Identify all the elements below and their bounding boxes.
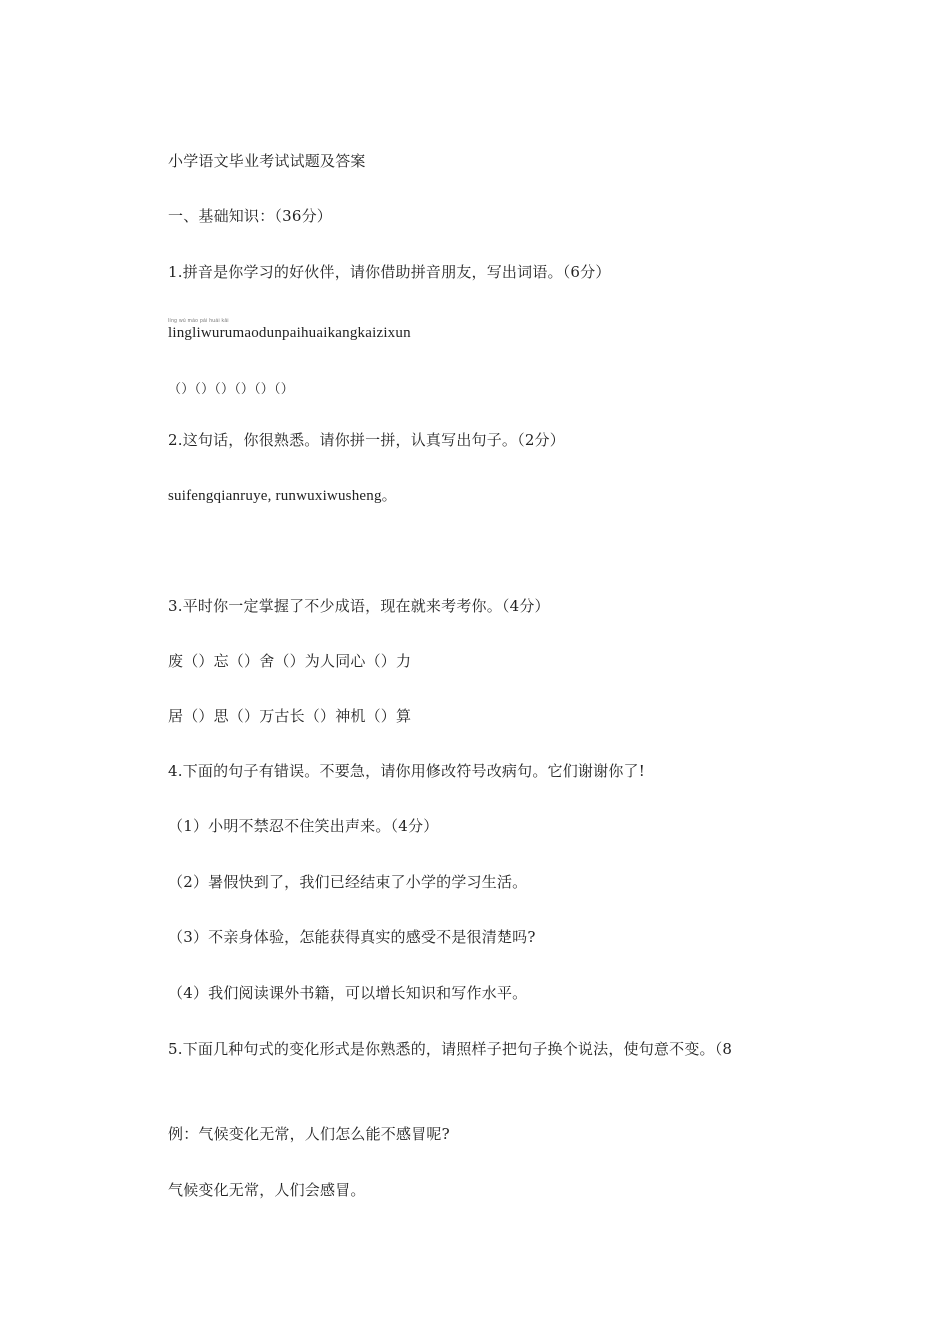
- question-4-item: （1）小明不禁忍不住笑出声来。（4分）: [168, 817, 439, 835]
- question-4-prompt: 4.下面的句子有错误。不要急，请你用修改符号改病句。它们谢谢你了!: [168, 762, 645, 780]
- question-4-item: （2）暑假快到了，我们已经结束了小学的学习生活。: [168, 873, 528, 891]
- question-3-prompt: 3.平时你一定掌握了不少成语，现在就来考考你。（4分）: [168, 597, 550, 615]
- question-1-pinyin: lingliwurumaodunpaihuaikangkaizixun: [168, 325, 411, 341]
- question-5-prompt: 5.下面几种句式的变化形式是你熟悉的，请照样子把句子换个说法，使句意不变。（8: [168, 1040, 733, 1058]
- question-4-item: （3）不亲身体验，怎能获得真实的感受不是很清楚吗?: [168, 928, 536, 946]
- question-5-example: 例：气候变化无常，人们怎么能不感冒呢?: [168, 1125, 450, 1143]
- question-1-tone-marks: líng wú máo pái huái kāi: [168, 318, 229, 324]
- question-5-example-answer: 气候变化无常，人们会感冒。: [168, 1181, 366, 1199]
- section-heading-basics: 一、基础知识：（36分）: [168, 207, 332, 225]
- question-2-prompt: 2.这句话，你很熟悉。请你拼一拼，认真写出句子。（2分）: [168, 431, 565, 449]
- document-title: 小学语文毕业考试试题及答案: [168, 152, 366, 170]
- question-1-prompt: 1.拼音是你学习的好伙伴，请你借助拼音朋友，写出词语。（6分）: [168, 263, 611, 281]
- question-4-item: （4）我们阅读课外书籍，可以增长知识和写作水平。: [168, 984, 528, 1002]
- question-3-idioms-row-2: 居（）思（）万古长（）神机（）算: [168, 707, 412, 725]
- question-2-pinyin: suifengqianruye, runwuxiwusheng。: [168, 488, 397, 504]
- question-3-idioms-row-1: 废（）忘（）舍（）为人同心（）力: [168, 652, 412, 670]
- question-1-blanks: （）（）（）（）（）（）: [168, 382, 294, 397]
